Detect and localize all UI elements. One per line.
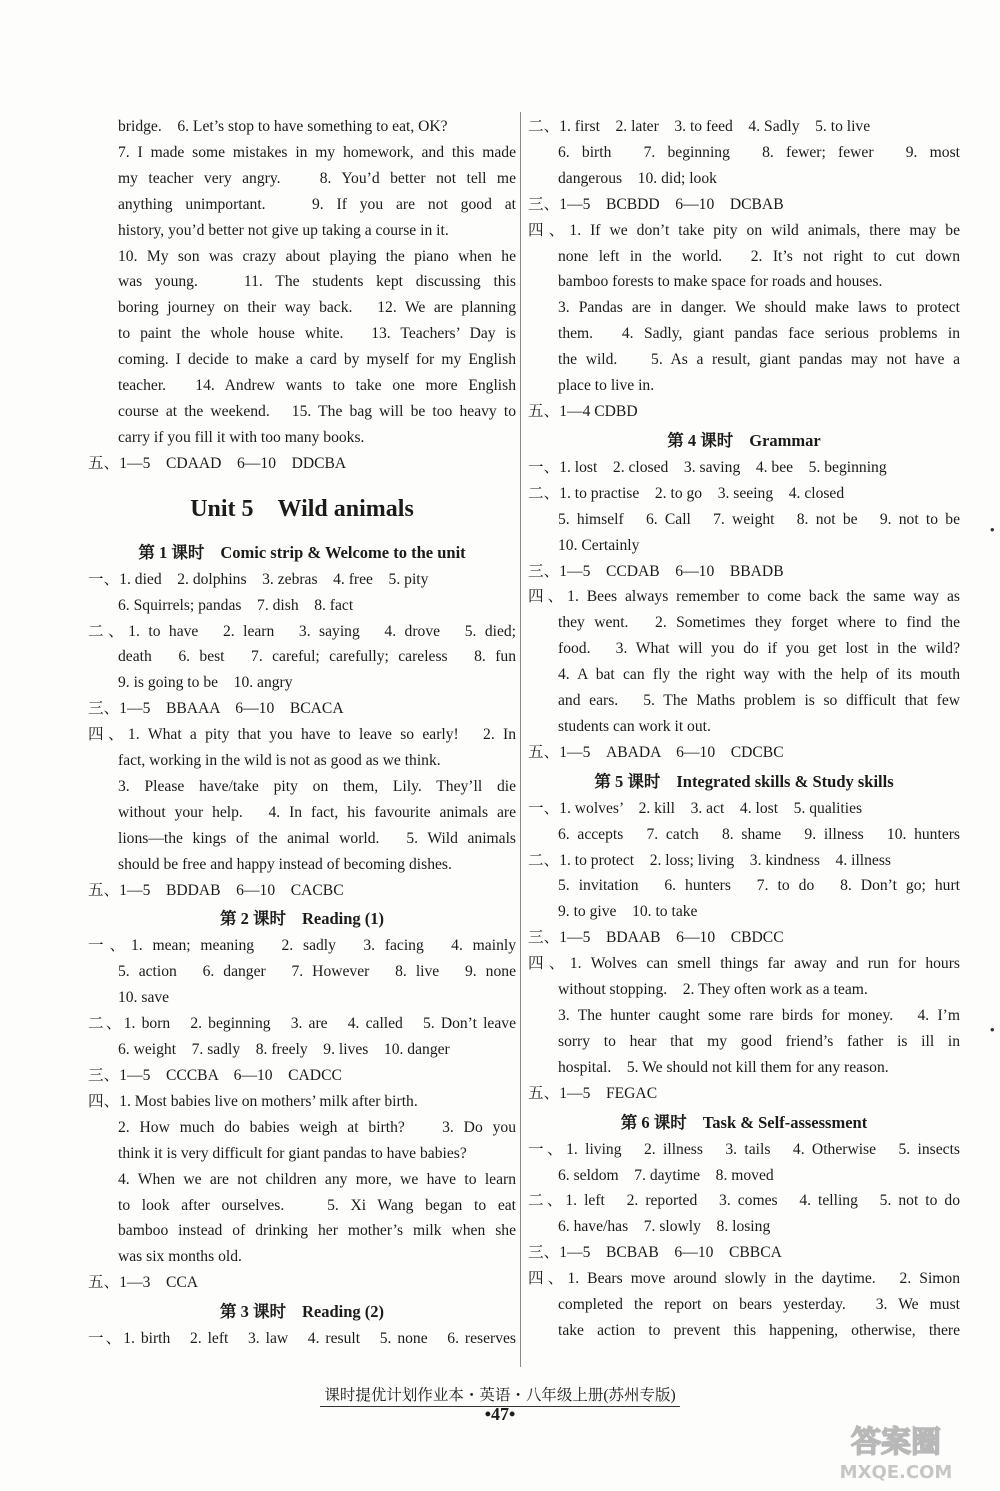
unit-title: Unit 5 Wild animals — [190, 495, 414, 522]
answer-line: none left in the world. 2. It’s not right to cut down — [558, 247, 960, 265]
answer-line: should be free and happy instead of becoming dishes. — [118, 855, 452, 873]
right-column — [528, 114, 960, 1344]
answer-line: 3. Please have/take pity on them, Lily. They’ll die — [118, 777, 516, 795]
answer-line: 五、1—5 CDAAD 6—10 DDCBA — [88, 454, 347, 472]
column-divider — [520, 112, 521, 1367]
answer-line: place to live in. — [558, 377, 655, 395]
lesson-2-heading — [88, 905, 516, 933]
lesson-2-number: 第 2 课时 — [219, 909, 286, 929]
answer-line: take action to prevent this happening, otherwise, there — [558, 1321, 960, 1339]
answer-line: 五、1—4 CDBD — [528, 402, 638, 420]
answer-line: 二、1. born 2. beginning 3. are 4. called 5. Don’t leave — [88, 1015, 516, 1033]
answer-line: coming. I decide to make a card by myself for my English — [118, 351, 516, 369]
answer-line: completed the report on bears yesterday. 3. We must — [558, 1296, 960, 1314]
answer-line: 五、1—5 FEGAC — [528, 1084, 658, 1102]
lesson-1-number: 第 1 课时 — [138, 542, 205, 562]
answer-line: 一、1. mean; meaning 2. sadly 3. facing 4. mainly — [88, 937, 516, 955]
answer-line: the wild. 5. As a result, giant pandas may not have a — [558, 351, 960, 369]
answer-line: 五、1—5 BDDAB 6—10 CACBC — [88, 881, 344, 899]
answer-line: 9. is going to be 10. angry — [118, 674, 293, 692]
lesson-3-heading — [88, 1298, 516, 1326]
answer-line: 6. birth 7. beginning 8. fewer; fewer 9. most — [558, 143, 960, 161]
answer-line: boring journey on their way back. 12. We are planning — [118, 299, 516, 317]
margin-mark-1: • — [990, 522, 995, 537]
answer-line: 三、1—5 BCBAB 6—10 CBBCA — [528, 1244, 782, 1262]
answer-line: 5. action 6. danger 7. However 8. live 9. none — [118, 963, 516, 981]
answer-line: 三、1—5 CCDAB 6—10 BBADB — [528, 562, 784, 580]
lesson-5-title: Integrated skills & Study skills — [676, 771, 894, 791]
lesson-4-answers — [528, 455, 960, 766]
answer-line: 6. accepts 7. catch 8. shame 9. illness 10. hunters — [558, 825, 960, 843]
answer-line: 7. I made some mistakes in my homework, and this made — [118, 143, 516, 161]
book-title: 课时提优计划作业本・英语・八年级上册(苏州专版) — [320, 1383, 679, 1407]
answer-line: 6. have/has 7. slowly 8. losing — [558, 1218, 771, 1236]
answer-line: 10. save — [118, 989, 170, 1007]
answer-line: 五、1—5 ABADA 6—10 CDCBC — [528, 743, 784, 761]
answer-line: 6. Squirrels; pandas 7. dish 8. fact — [118, 596, 354, 614]
answer-line: was six months old. — [118, 1248, 242, 1266]
answer-line: 三、1—5 BBAAA 6—10 BCACA — [88, 700, 344, 718]
answer-line: 10. Certainly — [558, 536, 640, 554]
answer-line: food. 3. What will you do if you get lost in the wild? — [558, 640, 960, 658]
answer-line: 一、1. died 2. dolphins 3. zebras 4. free 5. pity — [88, 570, 429, 588]
answer-line: my teacher very angry. 8. You’d better not tell me — [118, 169, 516, 187]
answer-line: think it is very difficult for giant pandas to have babies? — [118, 1144, 467, 1162]
answer-line: them. 4. Sadly, giant pandas face serious problems in — [558, 325, 960, 343]
answer-line: 四、1. If we don’t take pity on wild animals, there may be — [528, 221, 960, 239]
lesson-1-answers — [88, 567, 516, 904]
answer-line: bridge. 6. Let’s stop to have something to eat, OK? — [118, 118, 448, 135]
lesson-5-number: 第 5 课时 — [594, 771, 661, 791]
answer-line: bamboo forests to make space for roads and houses. — [558, 273, 883, 291]
watermark-bottom: MXQE.COM — [839, 1462, 953, 1483]
answer-line: lions—the kings of the animal world. 5. Wild animals — [118, 829, 516, 847]
lesson-6-number: 第 6 课时 — [620, 1112, 687, 1132]
answer-line: 三、1—5 BCBDD 6—10 DCBAB — [528, 195, 784, 213]
margin-mark-2: • — [990, 1022, 995, 1037]
lesson-6-title: Task & Self-assessment — [702, 1112, 868, 1132]
left-column — [88, 114, 516, 1352]
answer-line: anything unimportant. 9. If you are not good at — [118, 195, 516, 213]
answer-line: and ears. 5. The Maths problem is so difficult that few — [558, 692, 960, 710]
answer-line: 6. seldom 7. daytime 8. moved — [558, 1166, 774, 1184]
answer-line: 四、1. Bees always remember to come back the same way as — [528, 588, 960, 606]
answer-line: history, you’d better not give up taking a course in it. — [118, 221, 449, 239]
answer-line: 二、1. to have 2. learn 3. saying 4. drove 5. died; — [88, 622, 516, 640]
answer-line: hospital. 5. We should not kill them for any reason. — [558, 1058, 889, 1076]
answer-line: course at the weekend. 15. The bag will be too heavy to — [118, 402, 516, 420]
lesson-5-answers — [528, 796, 960, 1107]
answer-line: 5. himself 6. Call 7. weight 8. not be 9. not to be — [558, 510, 960, 528]
answer-line: sorry to hear that my good friend’s father is ill in — [558, 1032, 960, 1050]
answer-line: 一、1. birth 2. left 3. law 4. result 5. none 6. reserves — [88, 1330, 516, 1348]
answer-line: fact, working in the wild is not as good as we think. — [118, 752, 441, 770]
lesson-3-title: Reading (2) — [301, 1302, 385, 1322]
answer-line: students can work it out. — [558, 717, 711, 735]
answer-line: to look after ourselves. 5. Xi Wang began to eat — [118, 1196, 516, 1214]
lesson-6-heading — [528, 1109, 960, 1137]
lesson-3-number: 第 3 课时 — [219, 1302, 286, 1322]
answer-line: 四、1. Wolves can smell things far away and run for hours — [528, 955, 960, 973]
answer-line: they went. 2. Sometimes they forget where to find the — [558, 614, 960, 632]
answer-line: 一、1. wolves’ 2. kill 3. act 4. lost 5. qualities — [528, 799, 863, 817]
answer-line: dangerous 10. did; look — [558, 169, 717, 187]
lesson-4-number: 第 4 课时 — [667, 430, 734, 450]
answer-line: 四、1. Bears move around slowly in the daytime. 2. Simon — [528, 1270, 960, 1288]
lesson-1-title: Comic strip & Welcome to the unit — [220, 542, 466, 562]
answer-line: 6. weight 7. sadly 8. freely 9. lives 10. danger — [118, 1041, 450, 1059]
answer-line: 一、1. living 2. illness 3. tails 4. Otherwise 5. insects — [528, 1140, 960, 1158]
page-number: •47• — [484, 1404, 516, 1424]
answer-line: 四、1. Most babies live on mothers’ milk after birth. — [88, 1092, 418, 1110]
answer-line: 10. My son was crazy about playing the piano when he — [118, 247, 516, 265]
watermark-top: 答案圈 — [851, 1425, 941, 1460]
answer-line: bamboo instead of drinking her mother’s milk when she — [118, 1222, 516, 1240]
answer-line: 2. How much do babies weigh at birth? 3. Do you — [118, 1118, 516, 1136]
lesson-2-answers — [88, 933, 516, 1296]
answer-line: 3. The hunter caught some rare birds for money. 4. I’m — [558, 1007, 960, 1024]
watermark-logo — [810, 1418, 982, 1484]
lesson-4-title: Grammar — [749, 430, 821, 450]
answer-line: 二、1. left 2. reported 3. comes 4. telling 5. not to do — [528, 1192, 960, 1210]
answer-line: death 6. best 7. careful; carefully; careless 8. fun — [118, 648, 516, 666]
answer-line: 二、1. to practise 2. to go 3. seeing 4. closed — [528, 484, 845, 502]
answer-line: teacher. 14. Andrew wants to take one more English — [118, 377, 516, 395]
answer-line: 一、1. lost 2. closed 3. saving 4. bee 5. beginning — [528, 458, 887, 476]
answer-line: 四、1. What a pity that you have to leave so early! 2. In — [88, 726, 516, 744]
answer-line: to paint the whole house white. 13. Teachers’ Day is — [118, 325, 516, 343]
answer-line: 三、1—5 BDAAB 6—10 CBDCC — [528, 929, 784, 947]
answer-line: 二、1. to protect 2. loss; living 3. kindness 4. illness — [528, 851, 891, 869]
lesson-4-heading — [528, 427, 960, 455]
lesson-2-title: Reading (1) — [301, 909, 385, 929]
answer-line: was young. 11. The students kept discussing this — [118, 273, 516, 291]
answer-line: without your help. 4. In fact, his favourite animals are — [118, 803, 516, 821]
answer-line: 5. invitation 6. hunters 7. to do 8. Don’t go; hurt — [558, 877, 960, 895]
right-top-answers — [528, 114, 960, 425]
answer-line: 9. to give 10. to take — [558, 903, 698, 921]
answer-line: without stopping. 2. They often work as a team. — [558, 981, 868, 999]
answer-line: 4. A bat can fly the right way with the help of its mouth — [558, 666, 960, 684]
answer-line: 三、1—5 CCCBA 6—10 CADCC — [88, 1067, 342, 1084]
answer-line: 3. Pandas are in danger. We should make laws to protect — [558, 299, 960, 317]
lesson-3-answers — [88, 1326, 516, 1352]
lesson-1-heading — [88, 539, 516, 567]
lesson-6-answers — [528, 1137, 960, 1344]
answer-line: 五、1—3 CCA — [88, 1274, 199, 1292]
answer-line: 4. When we are not children any more, we have to learn — [118, 1170, 516, 1188]
answer-line: 二、1. first 2. later 3. to feed 4. Sadly 5. to live — [528, 118, 871, 135]
answer-line: carry if you fill it with too many books. — [118, 428, 365, 446]
lesson-5-heading — [528, 768, 960, 796]
left-top-answers — [88, 114, 516, 477]
